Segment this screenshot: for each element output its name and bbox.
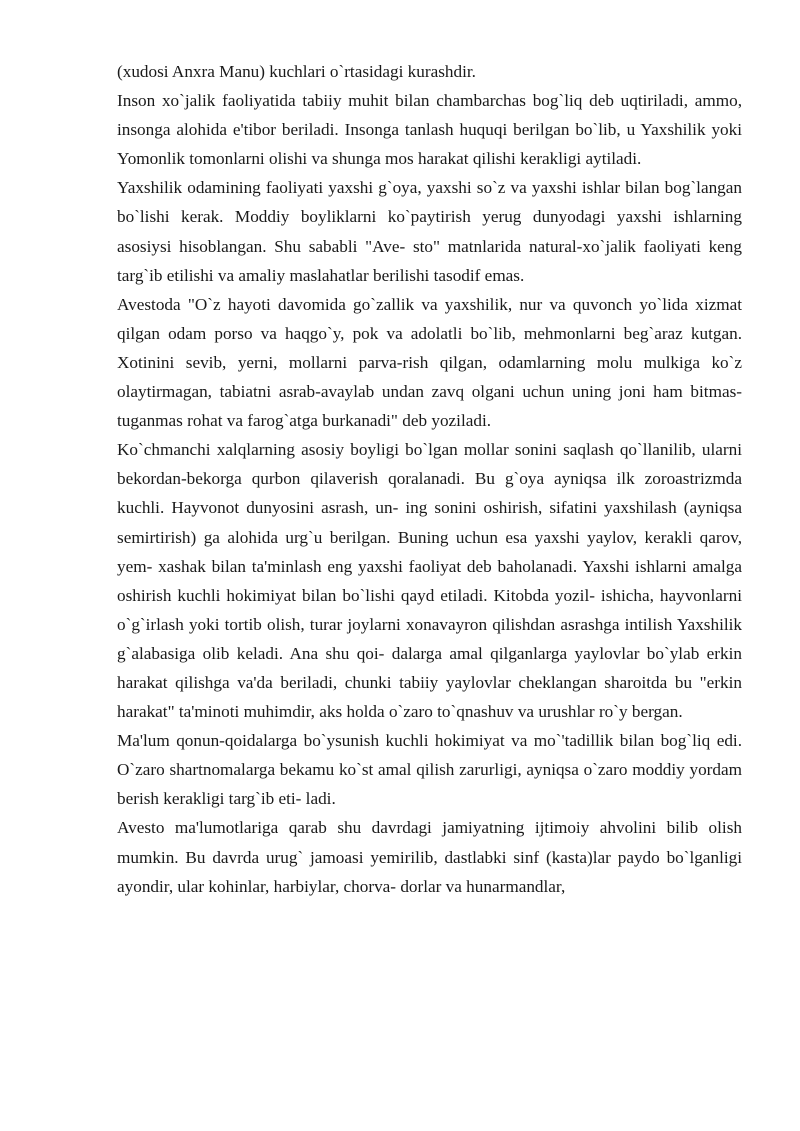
- paragraph-7: Avesto ma'lumotlariga qarab shu davrdagi jamiyatning ijtimoiy ahvolini bilib olish mumkin. Bu davrda urug` jamoasi yemirilib, dastlabki sinf (kasta)lar paydo bo`lganligi ayondir, ular kohinlar, harbiylar, chorva- dorlar va hunarmandlar,: [117, 818, 742, 896]
- paragraph-5: Ko`chmanchi xalqlarning asosiy boyligi bo`lgan mollar sonini saqlash qo`llanilib, ularni bekordan-bekorga qurbon qilaverish qoralanadi. Bu g`oya ayniqsa ilk zoroastrizmda kuchli. Hayvonot dunyosini asrash, un- ing sonini oshirish, sifatini yaxshilash (ayniqsa semirtirish) ga alohida urg`u berilgan. Buning uchun esa yaxshi yaylov, kerakli qarov, yem- xashak bilan ta'minlash eng yaxshi faoliyat deb baholanadi. Yaxshi ishlarni amalga oshirish kuchli hokimiyat bilan bo`lishi qayd etiladi. Kitobda yozil- ishicha, hayvonlarni o`g`irlash yoki tortib olish, turar joylarni xonavayron qilishdan asrashga intilish Yaxshilik g`alabasiga olib keladi. Ana shu qoi- dalarga amal qilganlarga yaylovlar bo`ylab erkin harakat qilishga va'da beriladi, chunki tabiiy yaylovlar cheklangan sharoitda bu "erkin harakat" ta'minoti muhimdir, aks holda o`zaro to`qnashuv va urushlar ro`y bergan.: [117, 440, 742, 722]
- paragraph-6: Ma'lum qonun-qoidalarga bo`ysunish kuchli hokimiyat va mo`'tadillik bilan bog`liq edi. O`zaro shartnomalarga bekamu ko`st amal qilish zarurligi, ayniqsa o`zaro moddiy yordam berish kerakligi targ`ib eti- ladi.: [117, 731, 742, 809]
- paragraph-3: Yaxshilik odamining faoliyati yaxshi g`oya, yaxshi so`z va yaxshi ishlar bilan bog`langan bo`lishi kerak. Moddiy boyliklarni ko`paytirish yerug dunyodagi yaxshi ishlarning asosiysi hisoblangan. Shu sababli "Ave- sto" matnlarida natural-xo`jalik faoliyati keng targ`ib etilishi va amaliy maslahatlar berilishi tasodif emas.: [117, 178, 742, 285]
- paragraph-2: Inson xo`jalik faoliyatida tabiiy muhit bilan chambarchas bog`liq deb uqtiriladi, ammo, insonga alohida e'tibor beriladi. Insonga tanlash huquqi berilgan bo`lib, u Yaxshilik yoki Yomonlik tomonlarni olishi va shunga mos harakat qilishi kerakligi aytiladi.: [117, 91, 742, 169]
- paragraph-4: Avestoda "O`z hayoti davomida go`zallik va yaxshilik, nur va quvonch yo`lida xizmat qilgan odam porso va haqgo`y, pok va adolatli bo`lib, mehmonlarni beg`araz kutgan. Xotinini sevib, yerni, mollarni parva-rish qilgan, odamlarning molu mulkiga ko`z olaytirmagan, tabiatni asrab-avaylab undan zavq olgani uchun uning joni ham bitmas-tuganmas rohat va farog`atga burkanadi" deb yoziladi.: [117, 294, 742, 431]
- paragraph-1: (xudosi Anxra Manu) kuchlari o`rtasidagi kurashdir.: [117, 62, 476, 81]
- document-body: [117, 57, 742, 901]
